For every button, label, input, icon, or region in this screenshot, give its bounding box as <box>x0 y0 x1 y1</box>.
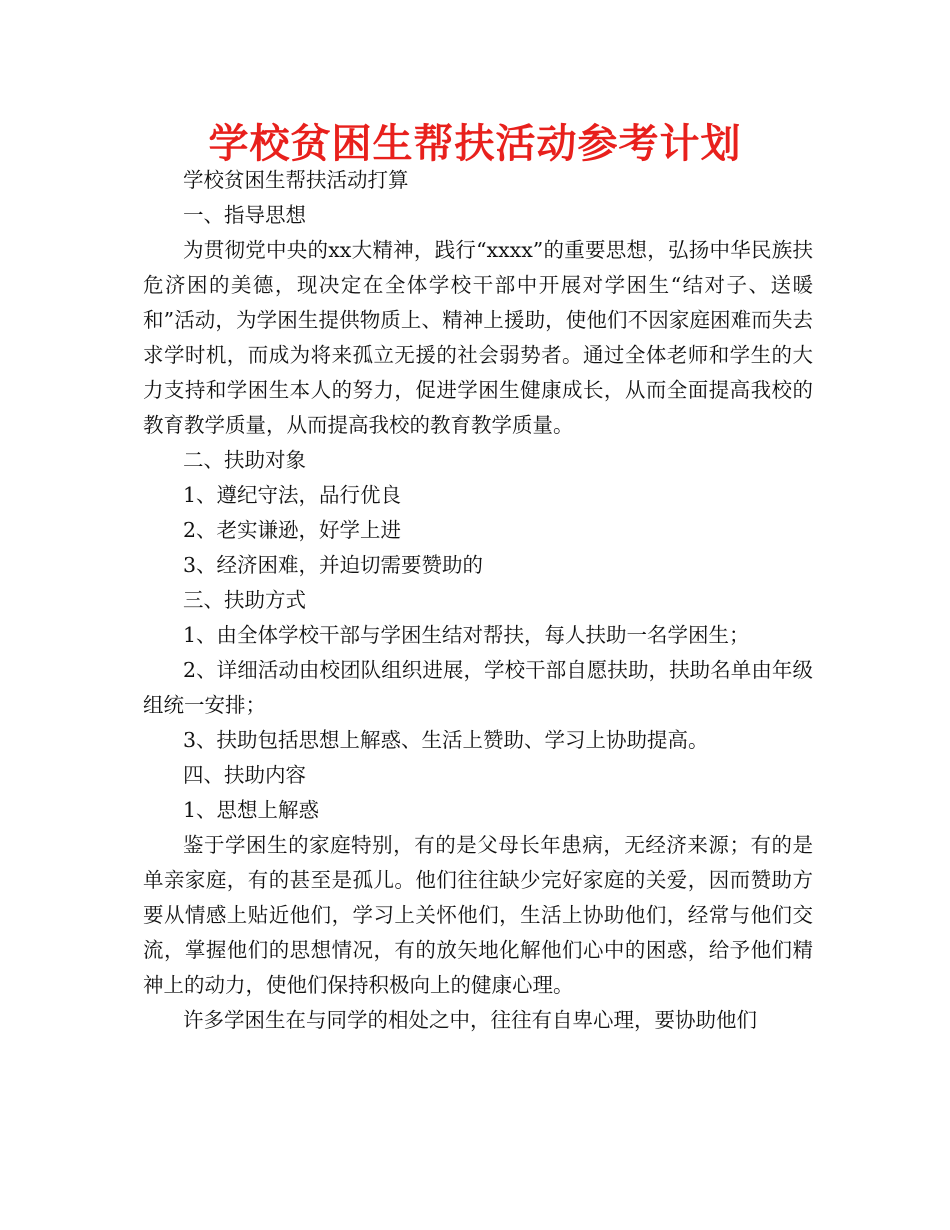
list-item-target-2: 2、老实谦逊，好学上进 <box>183 518 402 542</box>
section-heading-2: 二、扶助对象 <box>183 448 306 472</box>
section-heading-4: 四、扶助内容 <box>183 763 306 787</box>
list-item-method-2: 2、详细活动由校团队组织进展，学校干部自愿扶助，扶助名单由年级组统一安排； <box>143 658 813 717</box>
paragraph-guiding-idea: 为贯彻党中央的xx大精神，践行“xxxx”的重要思想，弘扬中华民族扶危济困的美德，现决定在全体学校干部中开展对学困生“结对子、送暖和”活动，为学困生提供物质上、精神上援助，使他们不因家庭困难而失去求学时机，而成为将来孤立无援的社会弱势者。通过全体老师和学生的大力支持和学困生本人的努力，促进学困生健康成长，从而全面提高我校的教育教学质量，从而提高我校的教育教学质量。 <box>143 238 813 437</box>
list-item-method-1: 1、由全体学校干部与学困生结对帮扶，每人扶助一名学困生； <box>183 623 750 647</box>
document-subtitle: 学校贫困生帮扶活动打算 <box>183 168 409 192</box>
list-item-target-1: 1、遵纪守法，品行优良 <box>183 483 402 507</box>
list-item-target-3: 3、经济困难，并迫切需要赞助的 <box>183 553 484 577</box>
paragraph-inferiority: 许多学困生在与同学的相处之中，往往有自卑心理，要协助他们 <box>183 1008 757 1032</box>
document-body <box>143 163 813 1038</box>
list-item-content-1: 1、思想上解惑 <box>183 798 320 822</box>
section-heading-1: 一、指导思想 <box>183 203 306 227</box>
list-item-method-3: 3、扶助包括思想上解惑、生活上赞助、学习上协助提高。 <box>183 728 709 752</box>
document-title: 学校贫困生帮扶活动参考计划 <box>208 121 742 167</box>
section-heading-3: 三、扶助方式 <box>183 588 306 612</box>
paragraph-thought-support: 鉴于学困生的家庭特别，有的是父母长年患病，无经济来源；有的是单亲家庭，有的甚至是孤儿。他们往往缺少完好家庭的关爱，因而赞助方要从情感上贴近他们，学习上关怀他们，生活上协助他们，经常与他们交流，掌握他们的思想情况，有的放矢地化解他们心中的困惑，给予他们精神上的动力，使他们保持积极向上的健康心理。 <box>143 833 813 997</box>
